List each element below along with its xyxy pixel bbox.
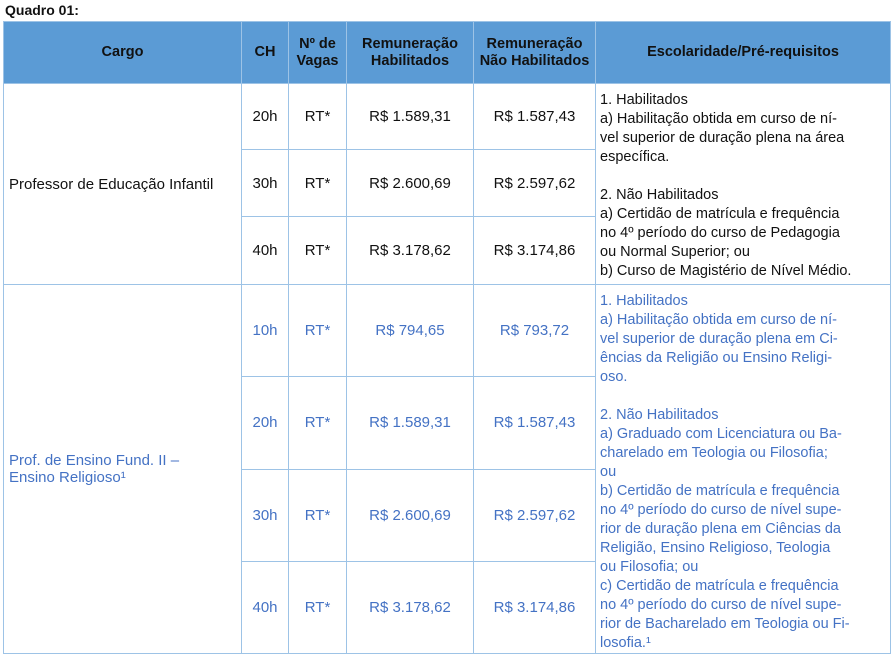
vagas-cell: RT* bbox=[289, 217, 347, 285]
header-remuneracao-nao-habilitados: Remuneração Não Habilitados bbox=[474, 22, 596, 84]
requisitos-line: no 4º período do curso de Pedagogia bbox=[600, 225, 840, 241]
table-row bbox=[4, 285, 891, 377]
requisitos-line: no 4º período do curso de nível supe- bbox=[600, 502, 842, 518]
remuneracao-habilitados-cell: R$ 2.600,69 bbox=[347, 150, 474, 217]
header-ch: CH bbox=[242, 22, 289, 84]
requisitos-line: b) Certidão de matrícula e frequência bbox=[600, 483, 840, 499]
remuneracao-habilitados-cell: R$ 3.178,62 bbox=[347, 561, 474, 653]
remuneracao-nao-habilitados-cell: R$ 1.587,43 bbox=[474, 84, 596, 150]
requisitos-line: específica. bbox=[600, 149, 670, 165]
requisitos-line: a) Habilitação obtida em curso de ní- bbox=[600, 312, 837, 328]
remuneracao-habilitados-cell: R$ 1.589,31 bbox=[347, 377, 474, 469]
requisitos-hab-title: 1. Habilitados bbox=[600, 293, 688, 309]
ch-cell: 40h bbox=[242, 561, 289, 653]
remuneracao-nao-habilitados-cell: R$ 1.587,43 bbox=[474, 377, 596, 469]
requisitos-nao-hab-title: 2. Não Habilitados bbox=[600, 187, 719, 203]
requisitos-line: a) Habilitação obtida em curso de ní- bbox=[600, 111, 837, 127]
requisitos-line: oso. bbox=[600, 369, 628, 385]
vagas-cell: RT* bbox=[289, 84, 347, 150]
cargo-cell bbox=[4, 285, 242, 654]
vagas-cell: RT* bbox=[289, 150, 347, 217]
requisitos-line: c) Certidão de matrícula e frequência bbox=[600, 578, 839, 594]
requisitos-line: charelado em Teologia ou Filosofia; bbox=[600, 445, 828, 461]
cargo-line: Prof. de Ensino Fund. II – bbox=[9, 452, 180, 469]
requisitos-nao-hab-title: 2. Não Habilitados bbox=[600, 407, 719, 423]
remuneracao-habilitados-cell: R$ 794,65 bbox=[347, 285, 474, 377]
header-cargo: Cargo bbox=[4, 22, 242, 84]
remuneracao-nao-habilitados-cell: R$ 2.597,62 bbox=[474, 150, 596, 217]
vagas-cell: RT* bbox=[289, 469, 347, 561]
remuneracao-habilitados-cell: R$ 2.600,69 bbox=[347, 469, 474, 561]
remuneracao-habilitados-cell: R$ 1.589,31 bbox=[347, 84, 474, 150]
requisitos-cell bbox=[596, 285, 891, 654]
requisitos-line: rior de Bacharelado em Teologia ou Fi- bbox=[600, 616, 850, 632]
table-caption: Quadro 01: bbox=[5, 2, 79, 18]
remuneracao-nao-habilitados-cell: R$ 3.174,86 bbox=[474, 561, 596, 653]
requisitos-line: vel superior de duração plena na área bbox=[600, 130, 845, 146]
requisitos-line: Religião, Ensino Religioso, Teologia bbox=[600, 540, 831, 556]
ch-cell: 20h bbox=[242, 84, 289, 150]
requisitos-line: losofia.¹ bbox=[600, 635, 651, 651]
remuneracao-nao-habilitados-cell: R$ 793,72 bbox=[474, 285, 596, 377]
cargo-cell: Professor de Educação Infantil bbox=[4, 84, 242, 285]
requisitos-cell bbox=[596, 84, 891, 285]
header-escolaridade: Escolaridade/Pré-requisitos bbox=[596, 22, 891, 84]
header-row bbox=[4, 22, 891, 84]
requisitos-line: no 4º período do curso de nível supe- bbox=[600, 597, 842, 613]
table-row bbox=[4, 84, 891, 150]
ch-cell: 20h bbox=[242, 377, 289, 469]
requisitos-line: a) Certidão de matrícula e frequência bbox=[600, 206, 840, 222]
requisitos-line: ou Filosofia; ou bbox=[600, 559, 699, 575]
vagas-cell: RT* bbox=[289, 377, 347, 469]
header-vagas: Nº de Vagas bbox=[289, 22, 347, 84]
ch-cell: 40h bbox=[242, 217, 289, 285]
requisitos-line: ou Normal Superior; ou bbox=[600, 244, 750, 260]
vagas-cell: RT* bbox=[289, 285, 347, 377]
cargos-table bbox=[3, 21, 891, 654]
requisitos-hab-title: 1. Habilitados bbox=[600, 92, 688, 108]
cargo-line: Ensino Religioso¹ bbox=[9, 469, 126, 486]
requisitos-line: rior de duração plena em Ciências da bbox=[600, 521, 841, 537]
requisitos-line: vel superior de duração plena em Ci- bbox=[600, 331, 838, 347]
requisitos-line: ou bbox=[600, 464, 617, 480]
vagas-cell: RT* bbox=[289, 561, 347, 653]
remuneracao-habilitados-cell: R$ 3.178,62 bbox=[347, 217, 474, 285]
requisitos-line: b) Curso de Magistério de Nível Médio. bbox=[600, 263, 852, 279]
ch-cell: 10h bbox=[242, 285, 289, 377]
header-remuneracao-habilitados: Remuneração Habilitados bbox=[347, 22, 474, 84]
ch-cell: 30h bbox=[242, 469, 289, 561]
requisitos-line: a) Graduado com Licenciatura ou Ba- bbox=[600, 426, 842, 442]
remuneracao-nao-habilitados-cell: R$ 2.597,62 bbox=[474, 469, 596, 561]
remuneracao-nao-habilitados-cell: R$ 3.174,86 bbox=[474, 217, 596, 285]
requisitos-line: ências da Religião ou Ensino Religi- bbox=[600, 350, 833, 366]
ch-cell: 30h bbox=[242, 150, 289, 217]
